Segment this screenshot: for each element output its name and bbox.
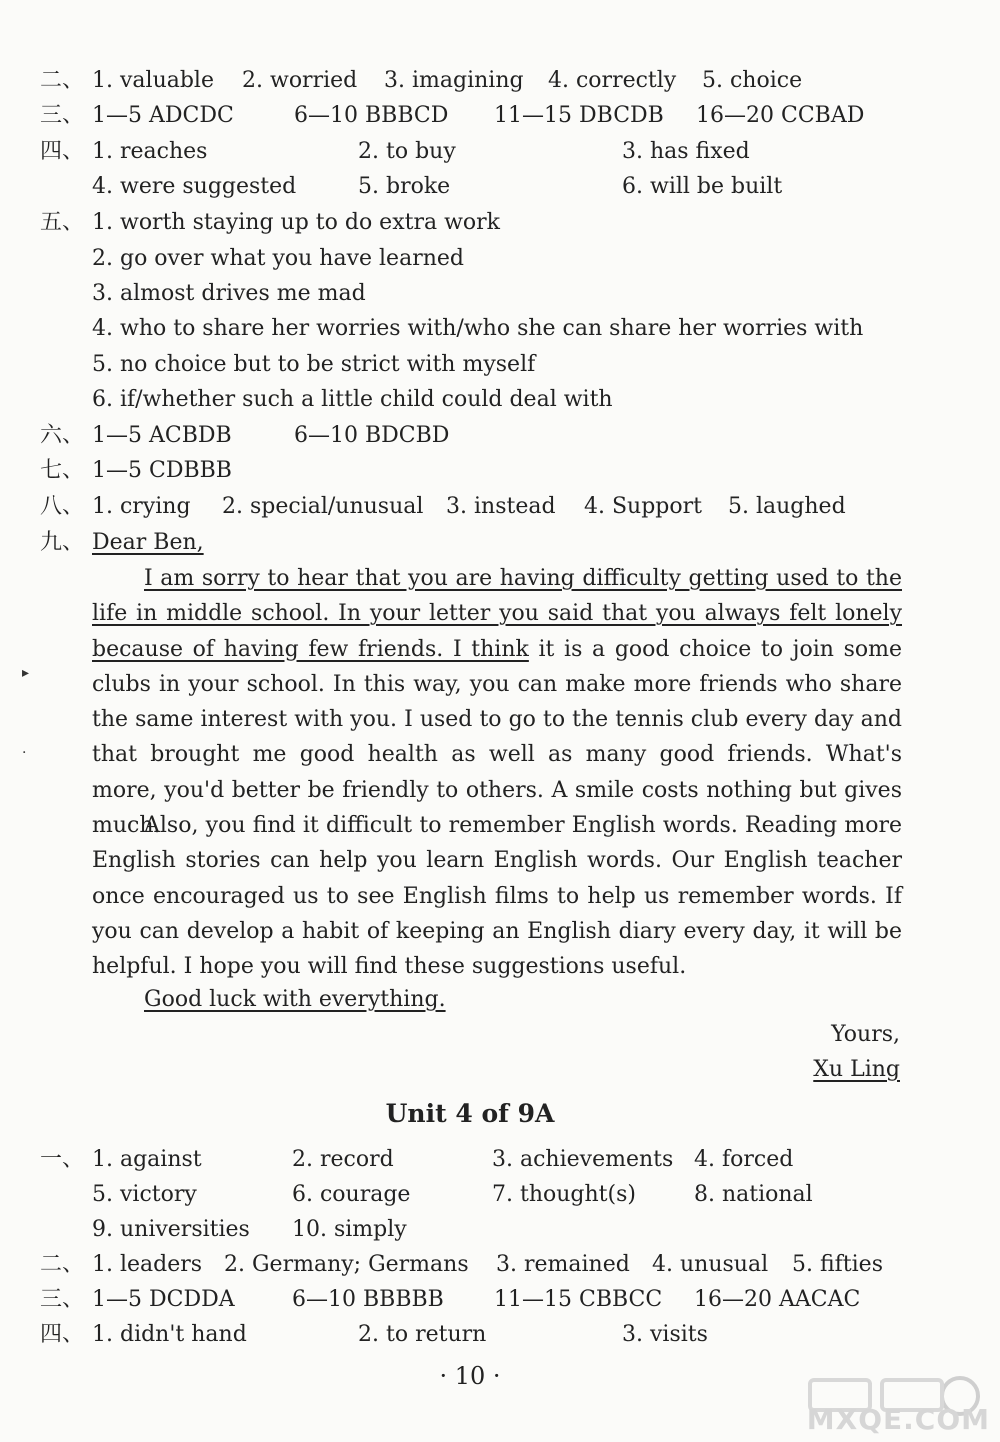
letter-signature: Xu Ling bbox=[813, 1057, 900, 1082]
letter-sign-off: Yours, bbox=[831, 1022, 900, 1047]
scan-mark: ▸ bbox=[22, 665, 30, 681]
answer-item: 1—5 CDBBB bbox=[92, 458, 232, 483]
answer-item: 5. choice bbox=[702, 68, 803, 93]
answer-item: 2. Germany; Germans bbox=[224, 1252, 469, 1277]
answer-item: 2. to return bbox=[358, 1322, 487, 1347]
answer-item: 2. record bbox=[292, 1147, 394, 1172]
answer-item: 3. instead bbox=[446, 494, 556, 519]
answer-item: 3. achievements bbox=[492, 1147, 674, 1172]
answer-item: 4. forced bbox=[694, 1147, 794, 1172]
answer-item: 4. correctly bbox=[548, 68, 677, 93]
letter-paragraph-2: Also, you find it difficult to remember English words. Reading more English stories can help you learn English words. Our English teacher once encouraged us to see English films to help us remember words. If you can develop a habit of keeping an English diary every day, it will be helpful. I hope you will find these suggestions useful. bbox=[92, 813, 902, 980]
section-label: 七、 bbox=[40, 458, 85, 483]
answer-item: 3. has fixed bbox=[622, 139, 750, 164]
answer-item: 10. simply bbox=[292, 1217, 407, 1242]
letter-underlined-text: I am sorry to hear that you are having difficulty getting used to the life in middle school. In your letter you said that you always felt lonely because of having few friends. I think bbox=[92, 566, 902, 662]
answer-item: 6—10 BBBBB bbox=[292, 1287, 444, 1312]
answer-item: 5. laughed bbox=[728, 494, 846, 519]
letter-paragraph-1 bbox=[92, 561, 902, 843]
answer-item: 5. fifties bbox=[792, 1252, 883, 1277]
answer-item: 6. if/whether such a little child could deal with bbox=[92, 387, 613, 412]
answer-item: 1. worth staying up to do extra work bbox=[92, 210, 500, 235]
letter-closing-line: Good luck with everything. bbox=[144, 987, 446, 1012]
section-label: 二、 bbox=[40, 68, 85, 93]
answer-item: 3. remained bbox=[496, 1252, 630, 1277]
answer-item: 7. thought(s) bbox=[492, 1182, 636, 1207]
answer-item: 2. go over what you have learned bbox=[92, 246, 464, 271]
answer-item: 1—5 ADCDC bbox=[92, 103, 234, 128]
answer-item: 16—20 CCBAD bbox=[696, 103, 865, 128]
section-label: 九、 bbox=[40, 530, 85, 555]
answer-item: 2. worried bbox=[242, 68, 358, 93]
section-label: 五、 bbox=[40, 210, 85, 235]
answer-item: 6. courage bbox=[292, 1182, 411, 1207]
answer-item: 2. special/unusual bbox=[222, 494, 424, 519]
answer-item: 4. were suggested bbox=[92, 174, 297, 199]
scan-mark: · bbox=[22, 745, 27, 761]
answer-item: 1. didn't hand bbox=[92, 1322, 247, 1347]
answer-item: 5. no choice but to be strict with myself bbox=[92, 352, 536, 377]
answer-item: 16—20 AACAC bbox=[694, 1287, 861, 1312]
answer-item: 4. unusual bbox=[652, 1252, 769, 1277]
answer-item: 3. almost drives me mad bbox=[92, 281, 366, 306]
answer-item: 1. against bbox=[92, 1147, 202, 1172]
section-label: 三、 bbox=[40, 1287, 85, 1312]
answer-item: 11—15 DBCDB bbox=[494, 103, 664, 128]
answer-item: 4. Support bbox=[584, 494, 702, 519]
page-number: · 10 · bbox=[439, 1362, 501, 1390]
answer-item: 8. national bbox=[694, 1182, 813, 1207]
unit-heading: Unit 4 of 9A bbox=[385, 1099, 555, 1128]
answer-item: 1—5 DCDDA bbox=[92, 1287, 235, 1312]
letter-text: it is a good choice to join some clubs in your school. In this way, you can make more friends who share the same interest with you. I used to go to the tennis club every day and that brought me good health as well as many good friends. What's more, you'd better be friendly to others. A smile costs nothing but gives much. bbox=[92, 636, 902, 839]
answer-item: 9. universities bbox=[92, 1217, 250, 1242]
answer-item: 6. will be built bbox=[622, 174, 783, 199]
section-label: 四、 bbox=[40, 139, 85, 164]
answer-item: 2. to buy bbox=[358, 139, 456, 164]
section-label: 四、 bbox=[40, 1322, 85, 1347]
section-label: 八、 bbox=[40, 494, 85, 519]
section-label: 六、 bbox=[40, 423, 85, 448]
watermark-text: MXQE.COM bbox=[806, 1403, 990, 1436]
answer-item: 3. visits bbox=[622, 1322, 708, 1347]
answer-item: 11—15 CBBCC bbox=[494, 1287, 663, 1312]
answer-item: 1. leaders bbox=[92, 1252, 203, 1277]
answer-item: 1. crying bbox=[92, 494, 191, 519]
answer-item: 3. imagining bbox=[384, 68, 524, 93]
answer-item: 4. who to share her worries with/who she can share her worries with bbox=[92, 316, 864, 341]
answer-item: 5. broke bbox=[358, 174, 451, 199]
section-label: 二、 bbox=[40, 1252, 85, 1277]
section-label: 一、 bbox=[40, 1147, 85, 1172]
answer-item: 1. valuable bbox=[92, 68, 214, 93]
letter-greeting: Dear Ben, bbox=[92, 530, 204, 555]
answer-item: 6—10 BDCBD bbox=[294, 423, 450, 448]
answer-item: 1—5 ACBDB bbox=[92, 423, 232, 448]
answer-item: 1. reaches bbox=[92, 139, 208, 164]
section-label: 三、 bbox=[40, 103, 85, 128]
answer-item: 6—10 BBBCD bbox=[294, 103, 449, 128]
answer-item: 5. victory bbox=[92, 1182, 197, 1207]
